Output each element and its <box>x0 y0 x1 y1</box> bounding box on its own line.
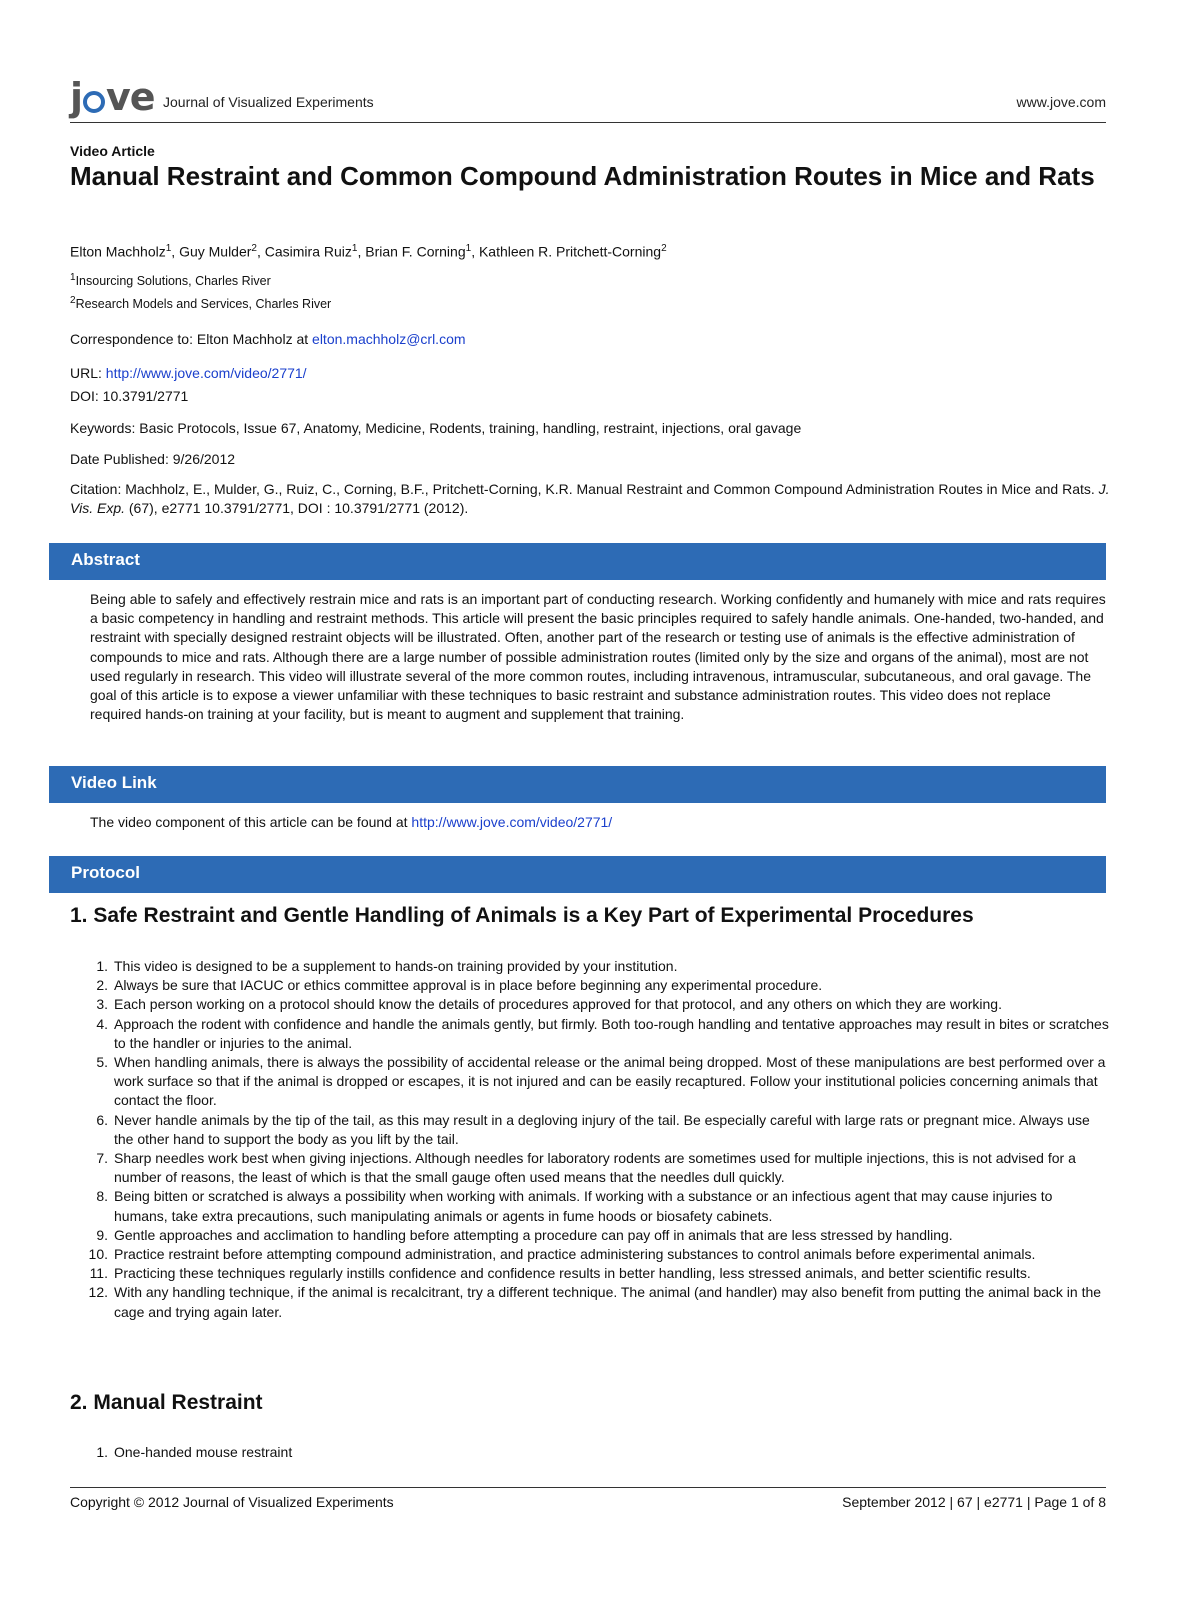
list-item <box>70 995 1110 1014</box>
step-text: Sharp needles work best when giving injections. Although needles for laboratory rodents are sometimes used for multiple injections, this is not advised for a number of reasons, the least of which is that the small gauge often used means that the needles dull quickly. <box>114 1150 1076 1186</box>
step-text: This video is designed to be a supplement to hands-on training provided by your institution. <box>114 958 678 974</box>
step-number: 5. <box>96 1054 108 1071</box>
step-text: Being bitten or scratched is always a possibility when working with animals. If working with a substance or an infectious agent that may cause injuries to humans, take extra precautions, such manipulating animals or agents in fume hoods or biosafety cabinets. <box>114 1188 1053 1224</box>
author-affiliation-mark: 1 <box>165 243 172 254</box>
keywords: Keywords: Basic Protocols, Issue 67, Anatomy, Medicine, Rodents, training, handling, restraint, injections, oral gavage <box>70 420 802 436</box>
step-number: 2. <box>96 977 108 994</box>
step-text: Approach the rodent with confidence and handle the animals gently, but firmly. Both too-rough handling and tentative approaches may result in bites or scratches to the handler or injuries to the animal. <box>114 1015 1109 1051</box>
section-header-video-link: Video Link <box>49 766 1106 803</box>
site-url[interactable]: www.jove.com <box>1016 94 1106 110</box>
list-item <box>70 1245 1110 1264</box>
citation <box>70 480 1110 518</box>
affiliation-text: Research Models and Services, Charles River <box>75 297 332 312</box>
correspondence-email-link[interactable]: elton.machholz@crl.com <box>312 331 466 347</box>
step-number: 8. <box>96 1188 108 1205</box>
step-number: 4. <box>96 1015 108 1032</box>
protocol-steps-1 <box>70 957 1110 1322</box>
affiliation <box>70 272 271 288</box>
affiliation <box>70 295 331 311</box>
article-title: Manual Restraint and Common Compound Administration Routes in Mice and Rats <box>70 161 1095 191</box>
step-text: One-handed mouse restraint <box>114 1444 293 1460</box>
page-footer <box>70 1487 1106 1512</box>
author-name: Guy Mulder <box>179 243 252 260</box>
article-kind: Video Article <box>70 143 155 159</box>
list-item <box>70 1111 1110 1149</box>
logo-text-j: j <box>70 75 83 119</box>
section-header-protocol: Protocol <box>49 856 1106 893</box>
footer-page-info: September 2012 | 67 | e2771 | Page 1 of 8 <box>842 1494 1106 1510</box>
list-item <box>70 1443 1110 1462</box>
step-text: Each person working on a protocol should know the details of procedures approved for that protocol, and any others on which they are working. <box>114 996 1002 1013</box>
url-label: URL: <box>70 365 106 381</box>
step-number: 11. <box>89 1265 108 1282</box>
logo-text-ve: ve <box>106 75 155 119</box>
section-header-abstract: Abstract <box>49 543 1106 580</box>
correspondence <box>70 331 466 347</box>
step-number: 7. <box>96 1150 108 1167</box>
list-item <box>70 1015 1110 1053</box>
article-url <box>70 365 307 381</box>
protocol-steps-2 <box>70 1443 1110 1462</box>
jove-logo[interactable] <box>70 74 155 119</box>
author-affiliation-mark: 1 <box>351 243 358 254</box>
step-number: 9. <box>96 1226 108 1243</box>
article-doi: DOI: 10.3791/2771 <box>70 388 189 404</box>
page-header <box>70 74 1106 123</box>
list-item <box>70 976 1110 995</box>
step-number: 1. <box>96 958 108 974</box>
step-text: Gentle approaches and acclimation to handling before attempting a procedure can pay off in animals that are less stressed by handling. <box>114 1226 953 1243</box>
author-affiliation-mark: 2 <box>661 243 667 254</box>
list-item <box>70 1283 1110 1321</box>
author-name: Casimira Ruiz <box>264 243 352 260</box>
step-number: 10. <box>88 1246 108 1263</box>
citation-text-end: (67), e2771 10.3791/2771, DOI : 10.3791/2771 (2012). <box>125 500 469 516</box>
date-published: Date Published: 9/26/2012 <box>70 451 236 467</box>
protocol-heading-1: 1. Safe Restraint and Gentle Handling of Animals is a Key Part of Experimental Procedures <box>70 904 974 927</box>
author-name: Kathleen R. Pritchett-Corning <box>478 243 662 260</box>
affiliation-text: Insourcing Solutions, Charles River <box>75 274 271 289</box>
step-text: Practice restraint before attempting compound administration, and practice administering substances to control animals before experimental animals. <box>114 1246 1036 1263</box>
author-list: Elton Machholz$^1$, Guy Mulder$^2$, Casimira Ruiz$^1$, Brian F. Corning$^1$, Kathleen R. Pritchett-Corning$^2$ <box>70 243 667 260</box>
footer-copyright: Copyright © 2012 Journal of Visualized Experiments <box>70 1494 394 1510</box>
step-number: 3. <box>96 996 108 1013</box>
video-link-paragraph <box>90 814 612 830</box>
step-text: With any handling technique, if the animal is recalcitrant, try a different technique. The animal (and handler) may also benefit from putting the animal back in the cage and trying again later. <box>114 1284 1102 1320</box>
correspondence-label: Correspondence to: Elton Machholz at <box>70 331 313 347</box>
step-text: Always be sure that IACUC or ethics committee approval is in place before beginning any experimental procedure. <box>114 977 823 994</box>
list-item <box>70 1264 1110 1283</box>
protocol-heading-2: 2. Manual Restraint <box>70 1391 263 1414</box>
article-url-link[interactable]: http://www.jove.com/video/2771/ <box>105 365 307 381</box>
list-item <box>70 1149 1110 1187</box>
step-text: Never handle animals by the tip of the tail, as this may result in a degloving injury of the tail. Be especially careful with large rats or pregnant mice. Always use the other hand to support the body as you lift by the tail. <box>114 1111 1090 1147</box>
list-item <box>70 1053 1110 1111</box>
citation-text: Citation: Machholz, E., Mulder, G., Ruiz, C., Corning, B.F., Pritchett-Corning, K.R. Manual Restraint and Common Compound Administration Routes in Mice and Rats. <box>70 481 1099 497</box>
list-item <box>70 957 1110 976</box>
logo-circle-icon <box>83 91 105 113</box>
step-number: 12. <box>88 1284 108 1301</box>
step-number: 1. <box>96 1444 108 1460</box>
step-number: 6. <box>96 1111 108 1128</box>
abstract-text: Being able to safely and effectively restrain mice and rats is an important part of conducting research. Working confidently and humanely with mice and rats requires a basic competency in handling and restraint methods. This article will present the basic principles required to safely handle animals. One-handed, two-handed, and restraint with specially designed restraint objects will be illustrated. Often, another part of the research or testing use of animals is the effective administration of compounds to mice and rats. Although there are a large number of possible administration routes (limited only by the size and organs of the animal), most are not used regularly in research. This video will illustrate several of the more common routes, including intravenous, intramuscular, subcutaneous, and oral gavage. The goal of this article is to expose a viewer unfamiliar with these techniques to basic restraint and substance administration routes. This video does not replace required hands-on training at your facility, but is meant to augment and supplement that training. <box>90 591 1106 723</box>
author-name: Elton Machholz <box>70 243 166 260</box>
list-item <box>70 1187 1110 1225</box>
author-name: Brian F. Corning <box>365 243 466 260</box>
list-item <box>70 1226 1110 1245</box>
affiliation-number: 1 <box>70 272 76 283</box>
video-link-url[interactable]: http://www.jove.com/video/2771/ <box>411 814 613 830</box>
affiliation-number: 2 <box>70 295 76 306</box>
step-text: Practicing these techniques regularly instills confidence and confidence results in better handling, less stressed animals, and better scientific results. <box>114 1265 1031 1282</box>
citation-journal: J. Vis. Exp. <box>70 481 1110 516</box>
video-link-text: The video component of this article can be found at <box>90 814 412 830</box>
step-text: When handling animals, there is always the possibility of accidental release or the animal being dropped. Most of these manipulations are best performed over a work surface so that if the animal is dropped or escapes, it is not injured and can be easily recaptured. Follow your institutional policies concerning animals that contact the floor. <box>114 1054 1106 1109</box>
author-affiliation-mark: 1 <box>465 243 472 254</box>
author-affiliation-mark: 2 <box>251 243 257 254</box>
journal-name: Journal of Visualized Experiments <box>163 94 374 110</box>
